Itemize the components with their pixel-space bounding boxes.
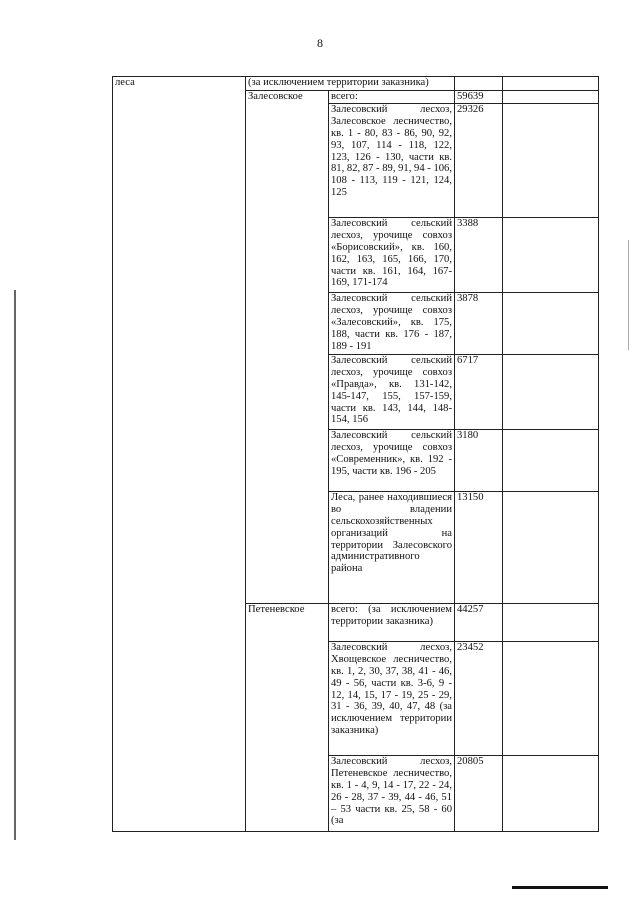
empty-cell (503, 603, 599, 641)
forest-table (112, 76, 599, 832)
value-cell: 29326 (455, 103, 503, 217)
description-cell: всего: (за исключением территории заказника) (329, 603, 455, 641)
description-cell: Леса, ранее находившиеся во владении сельскохозяйственных организаций на территории Залесовского административного района (329, 491, 455, 603)
note-cell: (за исключением территории заказника) (246, 77, 455, 91)
value-cell: 3878 (455, 292, 503, 354)
value-cell: 59639 (455, 91, 503, 104)
value-cell: 6717 (455, 354, 503, 429)
table-row (113, 77, 599, 91)
empty-cell (503, 429, 599, 491)
empty-cell (503, 91, 599, 104)
empty-cell (503, 292, 599, 354)
category-cell: леса (113, 77, 246, 832)
empty-cell (503, 217, 599, 292)
description-cell: Залесовский лесхоз, Петеневское лесничество, кв. 1 - 4, 9, 14 - 17, 22 - 24, 26 - 28, 37 - 39, 44 - 46, 51 – 53 части кв. 25, 58 - 60 (за (329, 755, 455, 831)
value-cell (455, 77, 503, 91)
description-cell: Залесовский сельский лесхоз, урочище совхоз «Правда», кв. 131-142, 145-147, 155, 157-159, части кв. 143, 144, 148-154, 156 (329, 354, 455, 429)
scan-margin-line (628, 240, 629, 350)
district-cell: Залесовское (246, 91, 329, 604)
value-cell: 44257 (455, 603, 503, 641)
description-cell: Залесовский сельский лесхоз, урочище совхоз «Залесовский», кв. 175, 188, части кв. 176 - 187, 189 - 191 (329, 292, 455, 354)
value-cell: 23452 (455, 641, 503, 755)
value-cell: 3388 (455, 217, 503, 292)
value-cell: 3180 (455, 429, 503, 491)
description-cell: Залесовский лесхоз, Хвощевское лесничество, кв. 1, 2, 30, 37, 38, 41 - 46, 49 - 56, части кв. 3-6, 9 - 12, 14, 15, 17 - 19, 25 - 29, 31 - 36, 39, 40, 47, 48 (за исключением территории заказника) (329, 641, 455, 755)
description-cell: Залесовский сельский лесхоз, урочище совхоз «Современник», кв. 192 - 195, части кв. 196 - 205 (329, 429, 455, 491)
value-cell: 20805 (455, 755, 503, 831)
value-cell: 13150 (455, 491, 503, 603)
empty-cell (503, 491, 599, 603)
empty-cell (503, 354, 599, 429)
empty-cell (503, 103, 599, 217)
footer-mark (512, 886, 608, 889)
description-cell: Залесовский сельский лесхоз, урочище совхоз «Борисовский», кв. 160, 162, 163, 165, 166, 170, части кв. 161, 164, 167-169, 171-174 (329, 217, 455, 292)
empty-cell (503, 755, 599, 831)
description-cell: Залесовский лесхоз, Залесовское лесничество, кв. 1 - 80, 83 - 86, 90, 92, 93, 107, 114 - 118, 122, 123, 126 - 130, части кв. 81, 82, 87 - 89, 91, 94 - 106, 108 - 113, 119 - 121, 124, 125 (329, 103, 455, 217)
page-number: 8 (317, 36, 323, 50)
empty-cell (503, 641, 599, 755)
district-cell: Петеневское (246, 603, 329, 831)
description-cell: всего: (329, 91, 455, 104)
empty-cell (503, 77, 599, 91)
scan-margin-line (14, 290, 16, 840)
